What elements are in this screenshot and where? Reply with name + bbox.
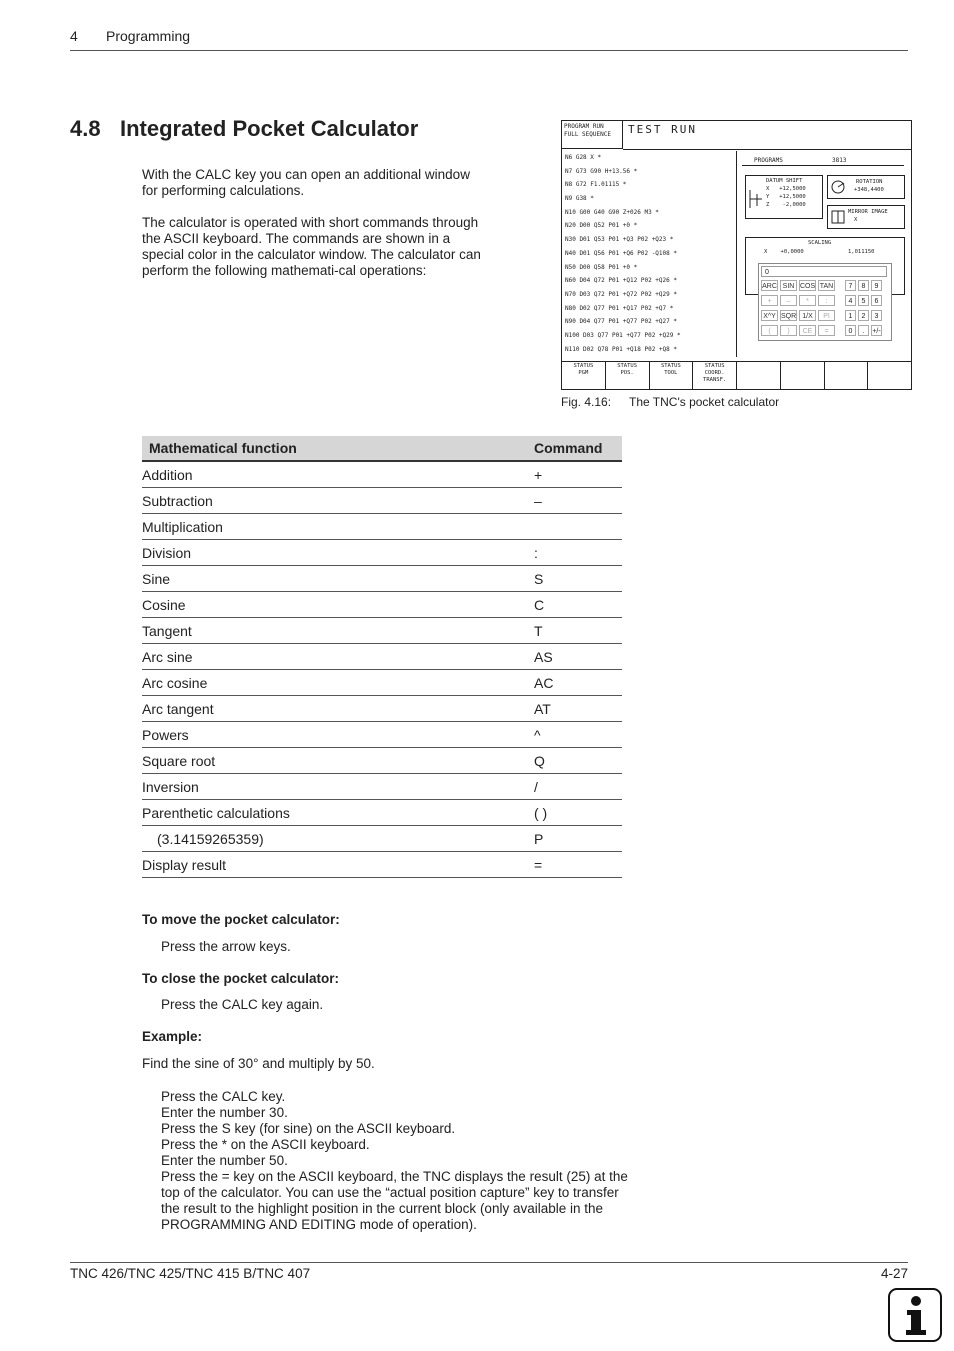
function-cell: Cosine: [142, 592, 532, 618]
close-text: Press the CALC key again.: [161, 997, 324, 1012]
command-cell: AT: [532, 696, 622, 722]
section-title-text: Integrated Pocket Calculator: [120, 116, 419, 141]
programs-line: [742, 155, 904, 166]
function-cell: Addition: [142, 461, 532, 488]
calc-key-equals[interactable]: =: [818, 325, 835, 336]
command-cell: +: [532, 461, 622, 488]
scaling-label: SCALING: [808, 240, 832, 246]
chapter-title: Programming: [106, 28, 191, 44]
function-cell: Display result: [142, 852, 532, 878]
program-listing: [562, 151, 737, 357]
footer-models: TNC 426/TNC 425/TNC 415 B/TNC 407: [70, 1266, 311, 1281]
move-heading: [142, 912, 340, 928]
scaling-x-value: 1,011150: [848, 249, 875, 255]
calculator-display: 0: [761, 266, 887, 277]
screen-divider: [623, 149, 911, 150]
intro-text: [142, 167, 487, 295]
command-cell: AS: [532, 644, 622, 670]
softkey-line: PGM: [578, 370, 589, 376]
table-row: [142, 826, 622, 852]
function-table: [142, 436, 622, 878]
calc-key-5[interactable]: 5: [858, 295, 869, 306]
table-row: [142, 670, 622, 696]
mirror-value: X: [854, 217, 858, 223]
header-command: Command: [532, 436, 622, 461]
datum-y: Y +12,5000: [766, 194, 806, 200]
command-cell: =: [532, 852, 622, 878]
program-line: N10 G00 G40 G90 Z+026 M3 *: [565, 208, 659, 216]
move-text: Press the arrow keys.: [161, 939, 291, 954]
softkey-line: STATUS: [704, 363, 725, 369]
calc-key-6[interactable]: 6: [871, 295, 882, 306]
table-row: [142, 618, 622, 644]
command-cell: ^: [532, 722, 622, 748]
softkey-status-tool[interactable]: [650, 362, 694, 389]
example-step: Enter the number 50.: [161, 1153, 288, 1168]
pocket-calculator[interactable]: [758, 263, 892, 341]
function-cell: Multiplication: [142, 514, 532, 540]
mirror-box: [827, 205, 905, 229]
chapter-number: 4: [70, 28, 78, 44]
example-step: Press the * on the ASCII keyboard.: [161, 1137, 370, 1152]
calc-key-0[interactable]: 0: [845, 325, 856, 336]
calc-key-open-paren[interactable]: (: [761, 325, 778, 336]
mode-label: [562, 121, 623, 149]
command-cell: –: [532, 488, 622, 514]
command-cell: Q: [532, 748, 622, 774]
calc-key-arc[interactable]: ARC: [761, 280, 778, 291]
softkey-empty[interactable]: [868, 362, 911, 389]
command-cell: :: [532, 540, 622, 566]
calc-key-2[interactable]: 2: [858, 310, 869, 321]
header-rule: [70, 50, 908, 51]
calc-key-tan[interactable]: TAN: [818, 280, 835, 291]
program-line: N30 D01 Q53 P01 +Q3 P02 +Q23 *: [565, 236, 674, 244]
table-row: [142, 800, 622, 826]
program-line: N7 G73 G90 H+13.56 *: [565, 167, 638, 175]
calc-key-7[interactable]: 7: [845, 280, 856, 291]
calc-key-sin[interactable]: SIN: [780, 280, 797, 291]
intro-paragraph: With the CALC key you can open an additional window for performing calculations.: [142, 167, 470, 198]
table-row: [142, 748, 622, 774]
softkey-empty[interactable]: [781, 362, 825, 389]
calculator-row: [761, 280, 882, 291]
softkey-row: [562, 361, 911, 389]
function-cell: Subtraction: [142, 488, 532, 514]
softkey-line: STATUS: [617, 363, 638, 369]
mode-line: FULL SEQUENCE: [564, 131, 611, 138]
table-row: [142, 722, 622, 748]
calc-key-divide[interactable]: :: [818, 295, 835, 306]
softkey-status-pgm[interactable]: [562, 362, 606, 389]
calculator-row: [761, 325, 882, 336]
footer-rule: [70, 1262, 908, 1263]
softkey-line: TOOL: [664, 370, 678, 376]
mode-line: PROGRAM RUN: [564, 123, 604, 130]
command-cell: [532, 514, 622, 540]
function-cell: Tangent: [142, 618, 532, 644]
table-row: [142, 592, 622, 618]
table-row: [142, 696, 622, 722]
datum-shift-label: DATUM SHIFT: [766, 178, 803, 184]
figure-caption: [561, 395, 779, 409]
command-cell: AC: [532, 670, 622, 696]
table-row: [142, 461, 622, 488]
softkey-line: STATUS: [660, 363, 681, 369]
calculator-row: [761, 295, 882, 306]
softkey-empty[interactable]: [737, 362, 781, 389]
intro-paragraph: The calculator is operated with short commands through the ASCII keyboard. The commands are shown in a special color in the calculator window. The calculator can perform the following mathemati-cal operations:: [142, 215, 481, 278]
function-cell: Arc cosine: [142, 670, 532, 696]
calc-key-plus[interactable]: +: [761, 295, 778, 306]
example-step: Enter the number 30.: [161, 1105, 288, 1120]
calc-key-sqr[interactable]: SQR: [780, 310, 797, 321]
page-number: 4-27: [880, 1266, 908, 1281]
calc-key-3[interactable]: 3: [871, 310, 882, 321]
mirror-label: MIRROR IMAGE: [848, 209, 888, 215]
program-line: N70 D03 Q72 P01 +Q72 P02 +Q29 *: [565, 290, 677, 298]
datum-x: X +12,5000: [766, 186, 806, 192]
table-row: [142, 488, 622, 514]
softkey-line: COORD.: [704, 370, 725, 376]
rotation-icon: [830, 179, 846, 195]
calc-key-power[interactable]: X^Y: [761, 310, 778, 321]
table-row: [142, 852, 622, 878]
table-row: [142, 774, 622, 800]
function-cell: Arc tangent: [142, 696, 532, 722]
program-line: N100 D03 Q77 P01 +Q77 P02 +Q29 *: [565, 331, 681, 339]
function-cell: Arc sine: [142, 644, 532, 670]
softkey-empty[interactable]: [825, 362, 869, 389]
example-heading: [142, 1029, 202, 1045]
command-cell: /: [532, 774, 622, 800]
program-line: N80 D02 Q77 P01 +Q17 P02 +Q7 *: [565, 304, 674, 312]
calc-key-4[interactable]: 4: [845, 295, 856, 306]
rotation-box: [827, 175, 905, 199]
calc-key-close-paren[interactable]: ): [780, 325, 797, 336]
info-glyph: [890, 1290, 940, 1340]
calc-key-multiply[interactable]: *: [799, 295, 816, 306]
function-cell: Sine: [142, 566, 532, 592]
softkey-line: POS.: [620, 370, 634, 376]
table-row: [142, 566, 622, 592]
header-function: Mathematical function: [142, 436, 532, 461]
datum-shift-icon: [748, 188, 764, 210]
program-line: N8 G72 F1.01115 *: [565, 181, 627, 189]
program-line: N60 D04 Q72 P01 +Q12 P02 +Q26 *: [565, 277, 677, 285]
function-cell: Powers: [142, 722, 532, 748]
running-header: [70, 28, 190, 44]
calc-key-decimal[interactable]: .: [858, 325, 869, 336]
softkey-line: STATUS: [573, 363, 594, 369]
function-cell: Square root: [142, 748, 532, 774]
calculator-row: [761, 310, 882, 321]
table-row: [142, 514, 622, 540]
programs-label: PROGRAMS: [754, 157, 783, 164]
calc-key-8[interactable]: 8: [858, 280, 869, 291]
programs-value: 3813: [832, 157, 847, 164]
example-steps: [161, 1089, 631, 1233]
program-line: N20 D00 Q52 P01 +0 *: [565, 222, 638, 230]
function-cell: Inversion: [142, 774, 532, 800]
example-step: Press the CALC key.: [161, 1089, 286, 1104]
program-line: N9 G38 *: [565, 195, 594, 203]
softkey-status-pos[interactable]: [606, 362, 650, 389]
example-step: Press the = key on the ASCII keyboard, the TNC displays the result (25) at the top of the calculator. You can use the “actual position capture” key to transfer the result to the highlight position in the current block (only available in the PROGRAMMING AND EDITING mode of operation).: [161, 1169, 628, 1232]
softkey-line: TRANSF.: [703, 377, 727, 383]
command-cell: T: [532, 618, 622, 644]
calc-key-minus[interactable]: –: [780, 295, 797, 306]
function-cell: Division: [142, 540, 532, 566]
datum-shift-box: [745, 175, 823, 219]
datum-z: Z -2,0000: [766, 202, 806, 208]
calc-key-sign[interactable]: +/-: [871, 325, 882, 336]
caption-text: The TNC's pocket calculator: [629, 395, 780, 409]
run-title: TEST RUN: [628, 123, 697, 136]
calc-key-1[interactable]: 1: [845, 310, 856, 321]
mirror-icon: [830, 209, 846, 225]
command-cell: C: [532, 592, 622, 618]
rotation-value: +348,4400: [854, 187, 884, 193]
command-cell: ( ): [532, 800, 622, 826]
table-row: [142, 644, 622, 670]
program-line: N110 D02 Q78 P01 +Q18 P02 +Q8 *: [565, 345, 677, 353]
calc-key-pi[interactable]: PI: [818, 310, 835, 321]
command-cell: S: [532, 566, 622, 592]
caption-label: Fig. 4.16:: [561, 395, 612, 409]
example-step: Press the S key (for sine) on the ASCII keyboard.: [161, 1121, 456, 1136]
calc-key-9[interactable]: 9: [871, 280, 882, 291]
function-cell: Parenthetic calculations: [142, 800, 532, 826]
program-line: N6 G28 X *: [565, 154, 602, 161]
table-row: [142, 540, 622, 566]
program-line: N90 D04 Q77 P01 +Q77 P02 +Q27 *: [565, 318, 677, 326]
calc-key-inverse[interactable]: 1/X: [799, 310, 816, 321]
softkey-status-coord[interactable]: [693, 362, 737, 389]
close-heading-text: To close the pocket calculator:: [142, 971, 340, 986]
move-heading-text: To move the pocket calculator:: [142, 912, 340, 927]
section-number: 4.8: [70, 116, 101, 141]
tnc-screen-figure: [561, 120, 912, 390]
command-cell: P: [532, 826, 622, 852]
close-heading: [142, 971, 339, 987]
calc-key-ce[interactable]: CE: [799, 325, 816, 336]
example-heading-text: Example:: [142, 1029, 203, 1044]
function-cell: (3.14159265359): [142, 826, 532, 852]
section-title: [70, 116, 418, 142]
program-line: N50 D00 Q58 P01 +0 *: [565, 263, 638, 271]
program-line: N40 D01 Q56 P01 +Q6 P02 -Q108 *: [565, 249, 677, 257]
calc-key-cos[interactable]: COS: [799, 280, 816, 291]
example-intro: Find the sine of 30° and multiply by 50.: [142, 1056, 375, 1071]
info-icon: [888, 1288, 942, 1342]
scaling-x: X +0,0000: [764, 249, 804, 255]
rotation-label: ROTATION: [856, 179, 883, 185]
table-header-row: [142, 436, 622, 461]
